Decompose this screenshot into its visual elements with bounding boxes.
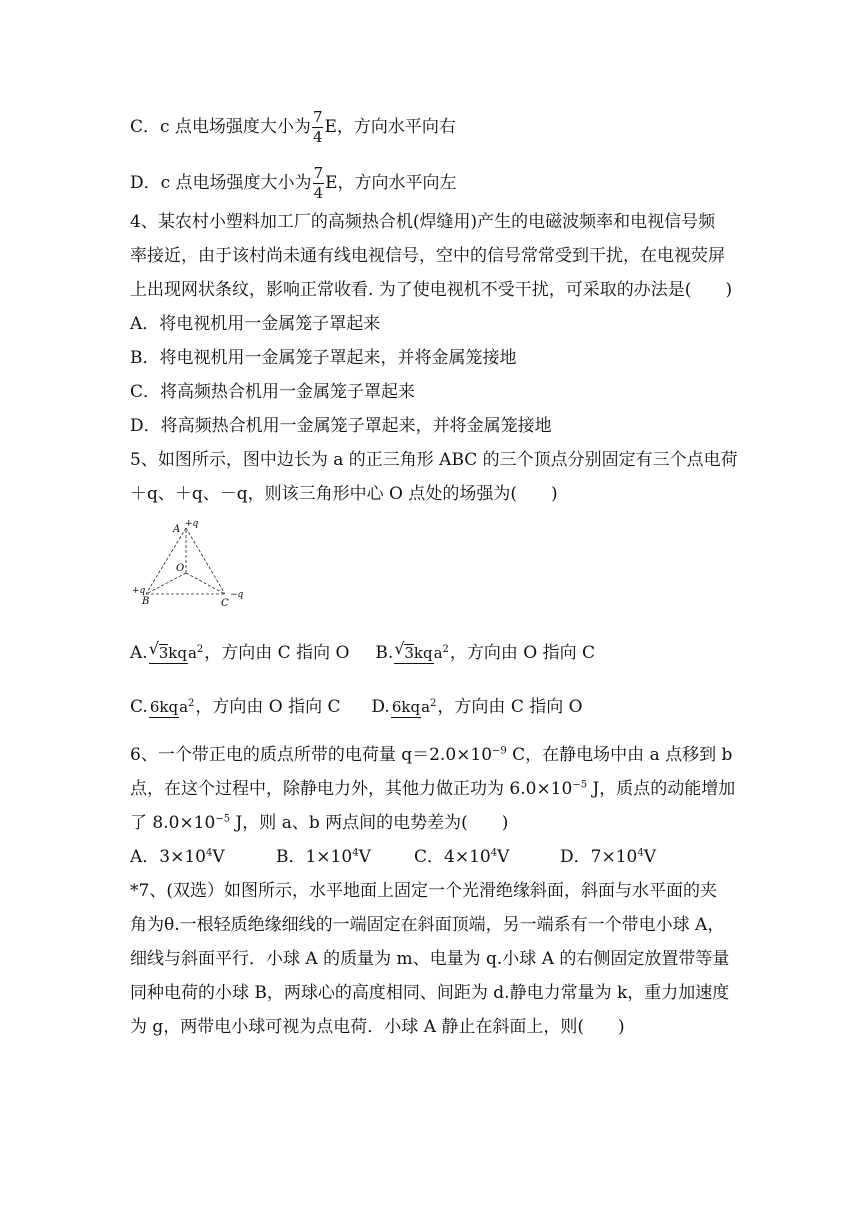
option-text: C．c 点电场强度大小为 <box>130 117 311 137</box>
fraction <box>394 644 449 664</box>
exponent: −9 <box>492 745 507 757</box>
vertex-a-label: A <box>173 524 181 535</box>
q7-stem-line: 细线与斜面平行．小球 A 的质量为 m、电量为 q.小球 A 的右侧固定放置带等量 <box>130 949 730 969</box>
den-base: a <box>421 697 431 716</box>
fraction <box>312 110 324 145</box>
text: J，质点的动能增加 <box>587 779 736 799</box>
q7-stem-line: *7、(双选）如图所示，水平地面上固定一个光滑绝缘斜面，斜面与水平面的夹 <box>130 881 717 901</box>
q6-stem-line <box>130 812 508 834</box>
numerator <box>394 644 433 664</box>
option-text: D．c 点电场强度大小为 <box>130 173 312 193</box>
option-text: E，方向水平向左 <box>325 173 457 193</box>
text: C．4×10 <box>414 847 491 867</box>
denominator <box>421 698 436 715</box>
denominator <box>434 644 449 661</box>
exponent: −5 <box>572 779 588 791</box>
q7-stem-line: 同种电荷的小球 B，两球心的高度相同、间距为 d.静电力常量为 k，重力加速度 <box>130 983 730 1003</box>
text: V <box>643 847 656 867</box>
q6-option-a <box>130 846 276 868</box>
option-text: E，方向水平向右 <box>324 117 456 137</box>
text: V <box>358 847 371 867</box>
q7-stem-line: 为 g，两带电小球可视为点电荷．小球 A 静止在斜面上，则( ) <box>130 1017 625 1037</box>
line-oc <box>186 573 225 594</box>
den-base: a <box>187 643 197 662</box>
q5-options-row-1 <box>130 642 595 664</box>
q4-option-b: B．将电视机用一金属笼子罩起来，并将金属笼接地 <box>130 348 517 368</box>
text: D．7×10 <box>560 847 638 867</box>
option-letter: D. <box>371 697 390 717</box>
sqrt <box>395 644 414 661</box>
q5-option-d <box>371 696 582 718</box>
q6-stem-line <box>130 778 735 800</box>
text: V <box>497 847 510 867</box>
q7-stem-line: 角为θ.一根轻质绝缘细线的一端固定在斜面顶端，另一端系有一个带电小球 A， <box>130 915 725 935</box>
q4-stem-line: 上出现网状条纹，影响正常收看. 为了使电视机不受干扰，可采取的办法是( ) <box>130 280 733 300</box>
text: 6、一个带正电的质点所带的电荷量 q＝2.0×10 <box>130 745 493 765</box>
radicand: 3 <box>158 643 169 662</box>
vertex-a-charge: +q <box>185 519 199 529</box>
option-text: ，方向由 C 指向 O <box>437 697 583 717</box>
option-text: ，方向由 C 指向 O <box>204 643 350 663</box>
q6-option-d <box>560 846 656 868</box>
den-exponent: 2 <box>430 697 437 709</box>
sqrt <box>150 644 169 661</box>
q4-option-a: A．将电视机用一金属笼子罩起来 <box>130 314 381 334</box>
text: J，则 a、b 两点间的电势差为( ) <box>230 813 509 833</box>
numerator-rest: kq <box>413 643 433 662</box>
q5-options-row-2 <box>130 696 583 718</box>
denominator: 4 <box>312 128 323 146</box>
vertex-b-charge: +q <box>132 586 146 596</box>
numerator-rest: kq <box>168 643 187 662</box>
q5-stem-line: ＋q、＋q、－q，则该三角形中心 O 点处的场强为( ) <box>130 484 558 504</box>
q6-option-b <box>276 846 414 868</box>
denominator <box>188 644 203 661</box>
q4-stem-line: 4、某农村小塑料加工厂的高频热合机(焊缝用)产生的电磁波频率和电视信号频 <box>130 212 716 232</box>
text: A．3×10 <box>130 847 206 867</box>
fraction <box>149 698 195 718</box>
den-exponent: 2 <box>188 697 195 709</box>
q4-option-c: C．将高频热合机用一金属笼子罩起来 <box>130 382 416 402</box>
text: C，在静电场中由 a 点移到 b <box>506 745 733 765</box>
side-ac <box>186 528 225 594</box>
triangle-figure <box>128 518 248 608</box>
text: 了 8.0×10 <box>130 813 216 833</box>
exponent: −5 <box>215 813 231 825</box>
exponent: 4 <box>205 847 213 859</box>
q3-option-c <box>130 110 456 145</box>
vertex-c-label: C <box>221 598 229 608</box>
exponent: 4 <box>637 847 644 859</box>
q6-options-row <box>130 846 656 868</box>
den-exponent: 2 <box>196 643 204 655</box>
q6-option-c <box>414 846 560 868</box>
option-letter: B. <box>375 643 394 663</box>
q5-option-c <box>130 696 366 718</box>
option-text: ，方向由 O 指向 C <box>195 697 341 717</box>
radicand: 3 <box>404 643 414 662</box>
q5-stem-line: 5、如图所示，图中边长为 a 的正三角形 ABC 的三个顶点分别固定有三个点电荷 <box>130 450 738 470</box>
exponent: 4 <box>490 847 498 859</box>
q5-option-b <box>375 642 595 664</box>
den-base: a <box>433 643 443 662</box>
text: V <box>212 847 225 867</box>
denominator <box>179 698 194 715</box>
fraction <box>149 644 204 664</box>
exponent: 4 <box>352 847 359 859</box>
den-base: a <box>179 697 189 716</box>
numerator: 6kq <box>149 697 179 716</box>
q3-option-d <box>130 166 457 201</box>
q4-stem-line: 率接近，由于该村尚未通有线电视信号，空中的信号常常受到干扰，在电视荧屏 <box>130 246 725 266</box>
vertex-c-charge: −q <box>230 590 244 600</box>
text: 点，在这个过程中，除静电力外，其他力做正功为 6.0×10 <box>130 779 573 799</box>
option-letter: C. <box>130 697 148 717</box>
vertex-b-label: B <box>142 596 150 607</box>
text: B．1×10 <box>276 847 353 867</box>
q5-option-a <box>130 642 370 664</box>
fraction <box>391 698 437 718</box>
q6-stem-line <box>130 744 732 766</box>
numerator: 7 <box>313 164 324 182</box>
numerator: 6kq <box>391 697 421 716</box>
denominator: 4 <box>313 184 324 202</box>
numerator: 7 <box>312 108 323 126</box>
q4-option-d: D．将高频热合机用一金属笼子罩起来，并将金属笼接地 <box>130 416 552 436</box>
den-exponent: 2 <box>442 643 449 655</box>
side-ab <box>146 528 186 594</box>
numerator <box>149 644 188 664</box>
fraction <box>313 166 325 201</box>
option-letter: A. <box>130 643 148 663</box>
center-o-label: O <box>176 563 185 574</box>
option-text: ，方向由 O 指向 C <box>449 643 596 663</box>
